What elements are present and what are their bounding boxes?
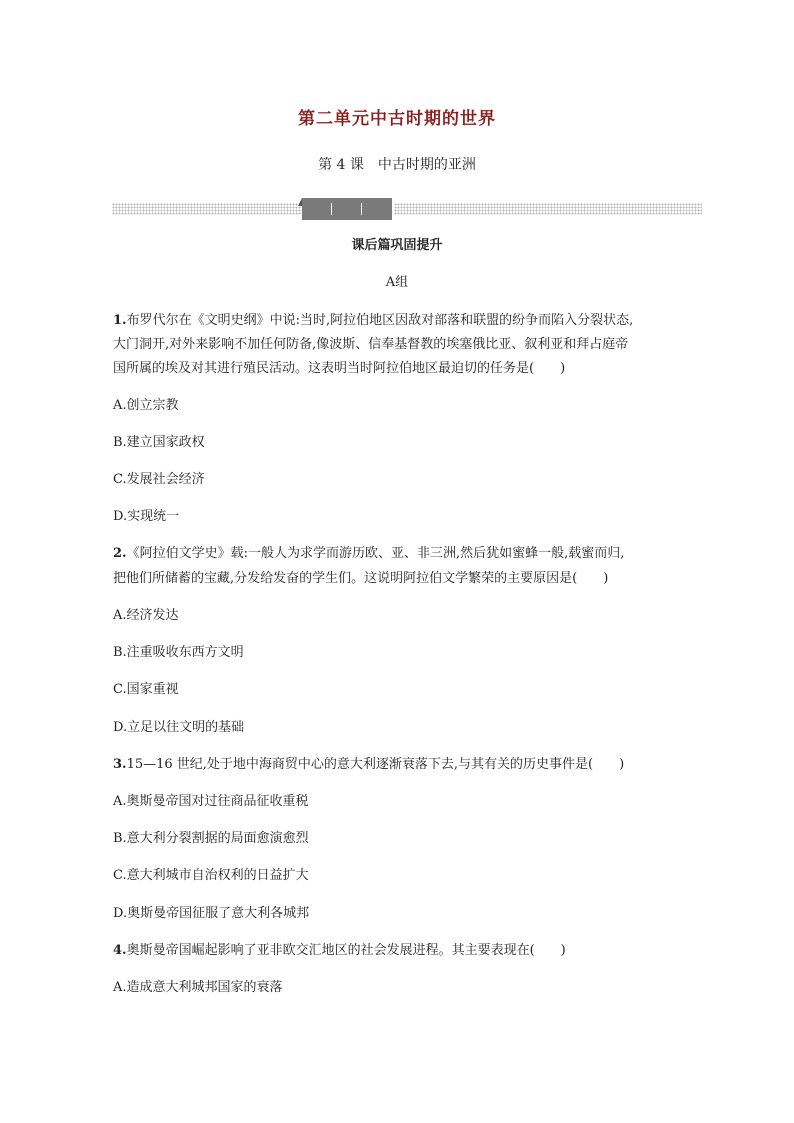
question-1-stem-line-3: 国所属的埃及对其进行殖民活动。这表明当时阿拉伯地区最迫切的任务是( ) xyxy=(113,361,566,376)
dotted-rule-right xyxy=(394,203,702,215)
question-3-option-c[interactable]: C.意大利城市自治权利的日益扩大 xyxy=(113,868,309,883)
question-text: 布罗代尔在《文明史纲》中说:当时,阿拉伯地区因敌对部落和联盟的纷争而陷入分裂状态, xyxy=(126,313,634,328)
question-4-option-a[interactable]: A.造成意大利城邦国家的衰落 xyxy=(113,980,283,995)
question-4-stem-line-1 xyxy=(113,939,566,958)
question-text: 15—16 世纪,处于地中海商贸中心的意大利逐渐衰落下去,与其有关的历史事件是( ) xyxy=(126,757,625,772)
dotted-rule-left xyxy=(112,203,302,215)
section-divider xyxy=(112,198,702,220)
question-number: 3. xyxy=(113,757,127,772)
tab-mark xyxy=(361,203,362,215)
question-2-stem-line-2: 把他们所储蓄的宝藏,分发给发奋的学生们。这说明阿拉伯文学繁荣的主要原因是( ) xyxy=(113,571,609,586)
question-1-stem-line-1 xyxy=(113,309,633,328)
question-1-option-a[interactable]: A.创立宗教 xyxy=(113,398,179,413)
question-number: 4. xyxy=(113,943,127,958)
question-3-option-b[interactable]: B.意大利分裂割据的局面愈演愈烈 xyxy=(113,831,309,846)
question-2-option-d[interactable]: D.立足以往文明的基础 xyxy=(113,720,245,735)
question-1-stem-line-2: 大门洞开,对外来影响不加任何防备,像波斯、信奉基督教的埃塞俄比亚、叙利亚和拜占庭帝 xyxy=(113,337,629,352)
question-3-option-d[interactable]: D.奥斯曼帝国征服了意大利各城邦 xyxy=(113,906,310,921)
question-number: 1. xyxy=(113,313,127,328)
divider-tab xyxy=(302,198,392,220)
question-2-option-b[interactable]: B.注重吸收东西方文明 xyxy=(113,645,244,660)
question-text: 奥斯曼帝国崛起影响了亚非欧交汇地区的社会发展进程。其主要表现在( ) xyxy=(126,943,566,958)
group-title: A组 xyxy=(385,275,409,290)
question-2-option-c[interactable]: C.国家重视 xyxy=(113,682,179,697)
question-text: 《阿拉伯文学史》载:一般人为求学而游历欧、亚、非三洲,然后犹如蜜蜂一般,载蜜而归, xyxy=(126,546,625,561)
question-1-option-d[interactable]: D.实现统一 xyxy=(113,509,180,524)
question-number: 2. xyxy=(113,546,127,561)
lesson-title: 第 4 课 中古时期的亚洲 xyxy=(318,157,476,173)
question-3-option-a[interactable]: A.奥斯曼帝国对过往商品征收重税 xyxy=(113,794,309,809)
question-2-option-a[interactable]: A.经济发达 xyxy=(113,608,179,623)
question-3-stem-line-1 xyxy=(113,753,624,772)
question-1-option-b[interactable]: B.建立国家政权 xyxy=(113,435,205,450)
question-2-stem-line-1 xyxy=(113,542,624,561)
unit-title: 第二单元中古时期的世界 xyxy=(298,109,496,129)
section-title: 课后篇巩固提升 xyxy=(351,238,443,253)
tab-mark xyxy=(331,203,332,215)
question-1-option-c[interactable]: C.发展社会经济 xyxy=(113,472,205,487)
